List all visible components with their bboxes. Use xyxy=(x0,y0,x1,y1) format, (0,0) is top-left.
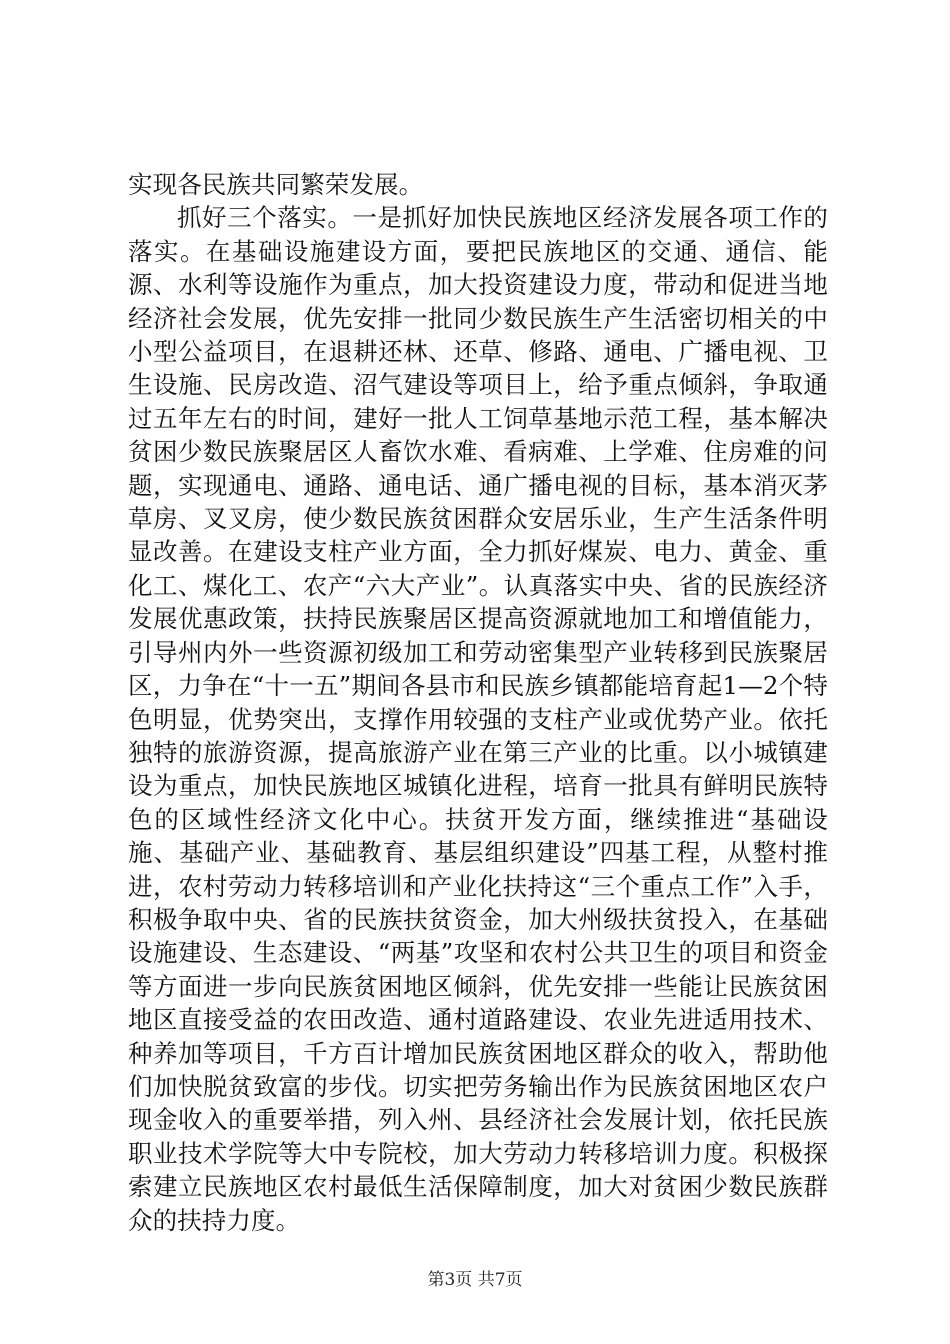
paragraph-continuation: 实现各民族共同繁荣发展。 xyxy=(128,170,424,199)
document-body xyxy=(128,168,828,1237)
paragraph-three-implementations: 抓好三个落实。一是抓好加快民族地区经济发展各项工作的落实。在基础设施建设方面，要把民族地区的交通、通信、能源、水利等设施作为重点，加大投资建设力度，带动和促进当地经济社会发展，优先安排一批同少数民族生产生活密切相关的中小型公益项目，在退耕还林、还草、修路、通电、广播电视、卫生设施、民房改造、沼气建设等项目上，给予重点倾斜，争取通过五年左右的时间，建好一批人工饲草基地示范工程，基本解决贫困少数民族聚居区人畜饮水难、看病难、上学难、住房难的问题，实现通电、通路、通电话、通广播电视的目标，基本消灭茅草房、叉叉房，使少数民族贫困群众安居乐业，生产生活条件明显改善。在建设支柱产业方面，全力抓好煤炭、电力、黄金、重化工、煤化工、农产“六大产业”。认真落实中央、省的民族经济发展优惠政策，扶持民族聚居区提高资源就地加工和增值能力，引导州内外一些资源初级加工和劳动密集型产业转移到民族聚居区，力争在“十一五”期间各县市和民族乡镇都能培育起1—2个特色明显，优势突出，支撑作用较强的支柱产业或优势产业。依托独特的旅游资源，提高旅游产业在第三产业的比重。以小城镇建设为重点，加快民族地区城镇化进程，培育一批具有鲜明民族特色的区域性经济文化中心。扶贫开发方面，继续推进“基础设施、基础产业、基础教育、基层组织建设”四基工程，从整村推进，农村劳动力转移培训和产业化扶持这“三个重点工作”入手，积极争取中央、省的民族扶贫资金，加大州级扶贫投入，在基础设施建设、生态建设、“两基”攻坚和农村公共卫生的项目和资金等方面进一步向民族贫困地区倾斜，优先安排一些能让民族贫困地区直接受益的农田改造、通村道路建设、农业先进适用技术、种养加等项目，千方百计增加民族贫困地区群众的收入，帮助他们加快脱贫致富的步伐。切实把劳务输出作为民族贫困地区农户现金收入的重要举措，列入州、县经济社会发展计划，依托民族职业技术学院等大中专院校，加大劳动力转移培训力度。积极探索建立民族地区农村最低生活保障制度，加大对贫困少数民族群众的扶持力度。 xyxy=(128,203,828,1235)
page-number-footer: 第3页 共7页 xyxy=(427,1270,523,1290)
